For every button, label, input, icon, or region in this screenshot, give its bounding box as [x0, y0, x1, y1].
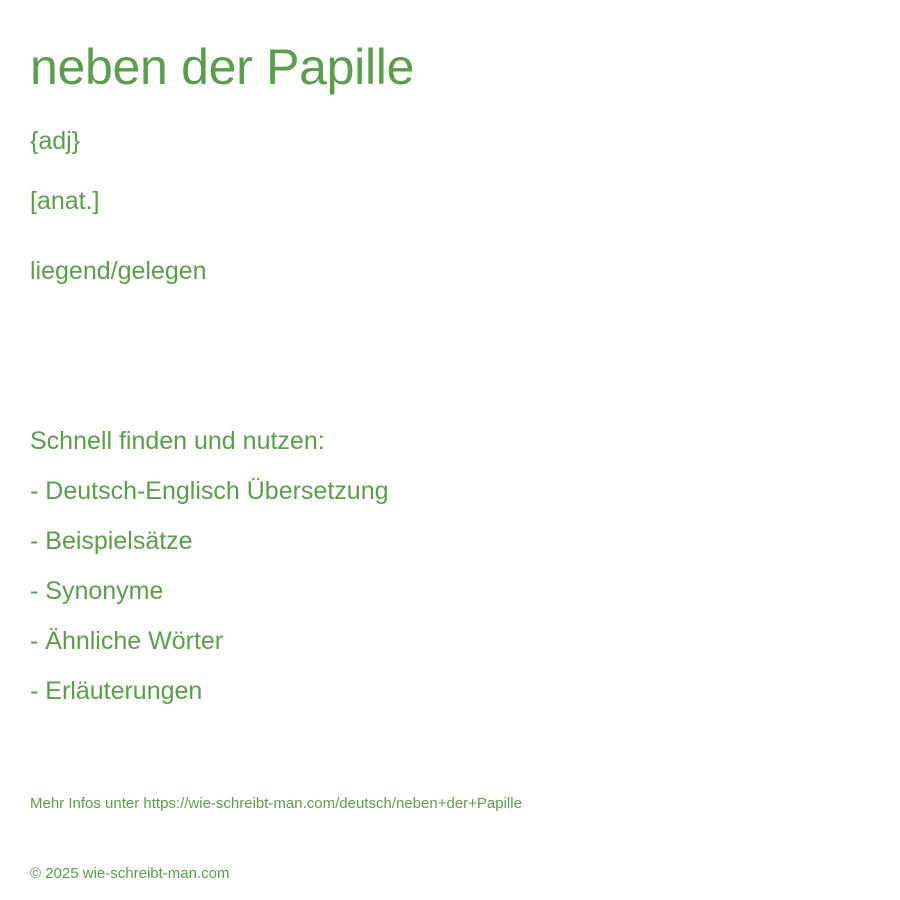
list-item-explanations: - Erläuterungen	[30, 677, 203, 705]
list-item-translation: - Deutsch-Englisch Übersetzung	[30, 477, 389, 505]
page-title: neben der Papille	[30, 39, 415, 95]
list-item-similar-words: - Ähnliche Wörter	[30, 627, 224, 655]
quick-access-list	[30, 476, 389, 726]
copyright-notice: © 2025 wie-schreibt-man.com	[30, 865, 230, 882]
more-info-link[interactable]: Mehr Infos unter https://wie-schreibt-man.com/deutsch/neben+der+Papille	[30, 795, 522, 812]
quick-access-heading: Schnell finden und nutzen:	[30, 427, 325, 455]
list-item-example-sentences: - Beispielsätze	[30, 527, 193, 555]
part-of-speech: {adj}	[30, 127, 81, 155]
subject-field: [anat.]	[30, 187, 100, 215]
list-item-synonyms: - Synonyme	[30, 577, 164, 605]
definition-text: liegend/gelegen	[30, 257, 207, 285]
